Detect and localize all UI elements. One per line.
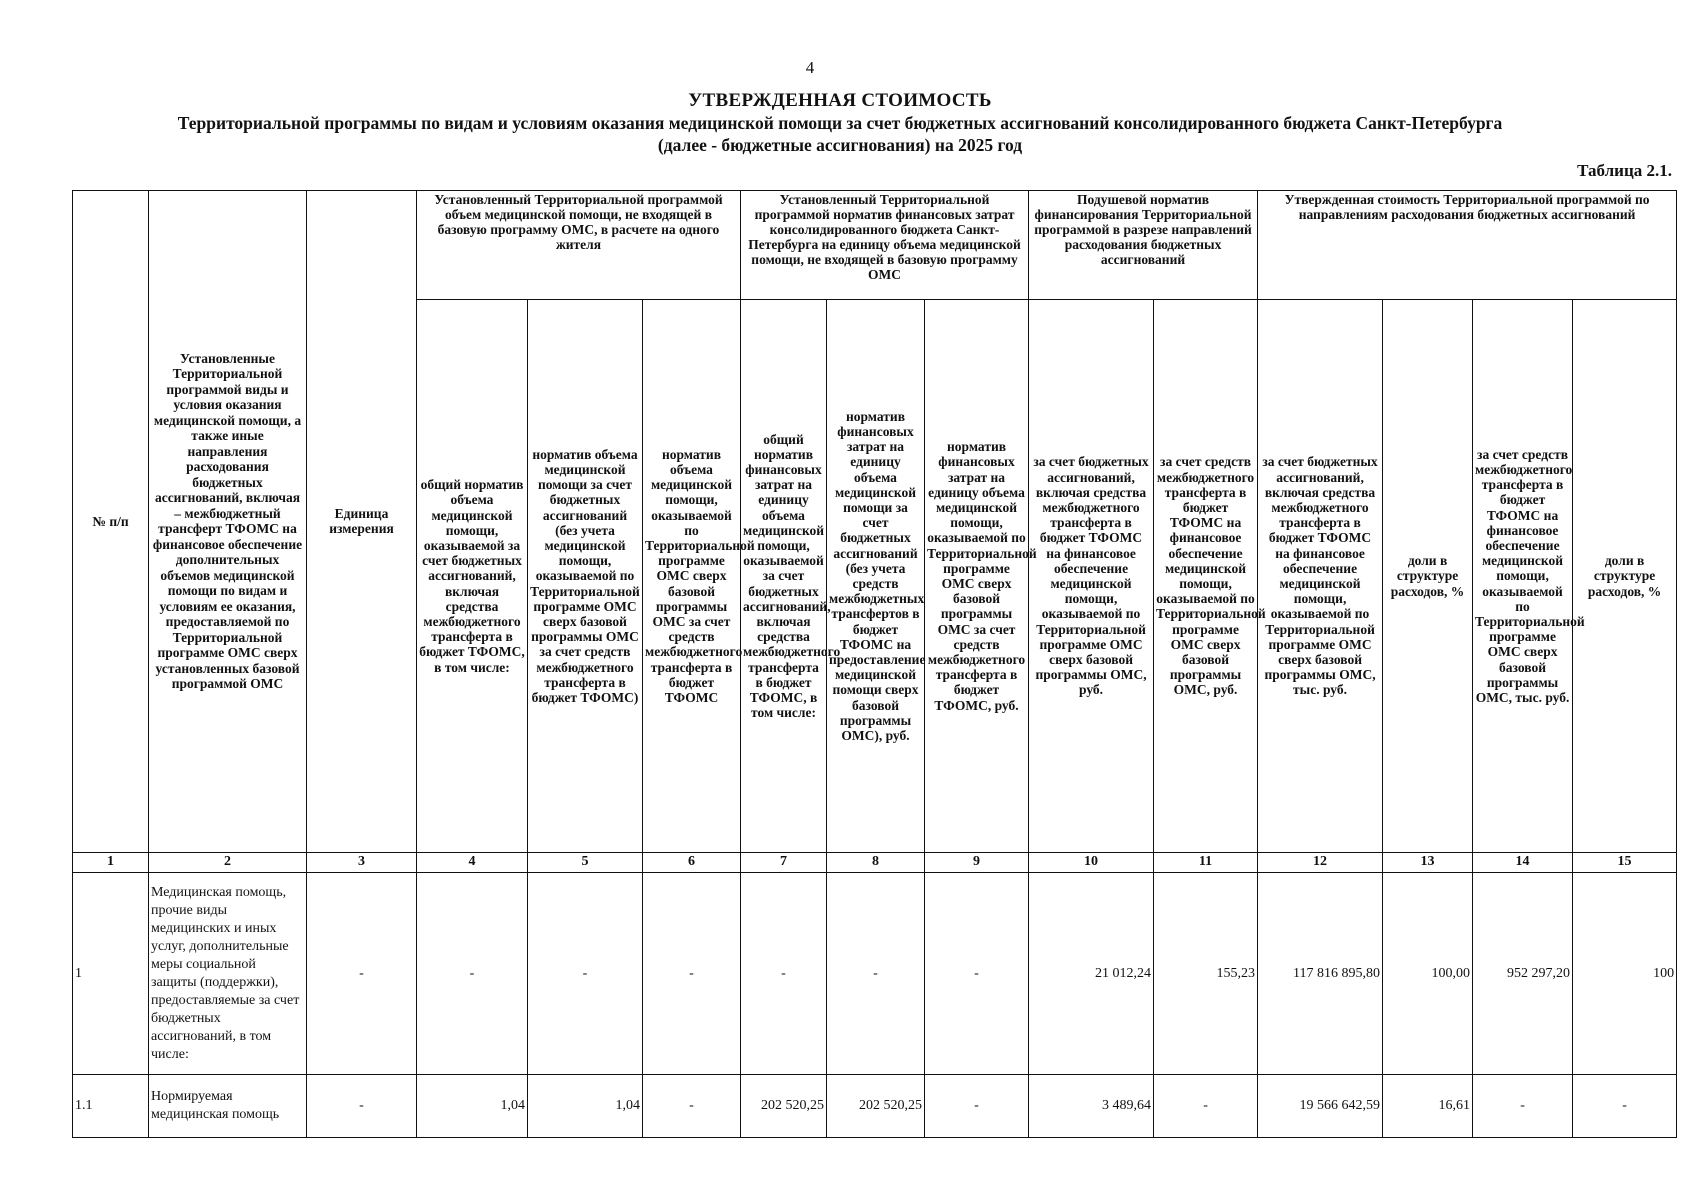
header-group-per-capita: Подушевой норматив финансирования Территориальной программой в разрезе направлений расходования бюджетных ассигнований <box>1029 191 1258 300</box>
header-col-12: за счет бюджетных ассигнований, включая средства межбюджетного трансферта в бюджет ТФОМС на финансовое обеспечение медицинской помощи, оказываемой по Территориальной программе ОМС сверх базовой программы ОМС, тыс. руб. <box>1258 300 1383 852</box>
header-col-14: за счет средств межбюджетного трансферта в бюджет ТФОМС на финансовое обеспечение медицинской помощи, оказываемой по Территориальной программе ОМС сверх базовой программы ОМС, тыс. руб. <box>1473 300 1573 852</box>
document-subtitle <box>60 112 1620 156</box>
cell-unit: - <box>307 872 417 1074</box>
column-number: 12 <box>1258 852 1383 872</box>
column-number-row <box>73 852 1677 872</box>
cell-col-13: 16,61 <box>1383 1075 1473 1138</box>
cell-col-9: - <box>925 872 1029 1074</box>
header-col-3: Единица измерения <box>307 191 417 853</box>
header-col-5: норматив объема медицинской помощи за счет бюджетных ассигнований (без учета медицинской помощи, оказываемой по Территориальной программе ОМС сверх базовой программы ОМС за счет средств межбюджетного трансферта в бюджет ТФОМС) <box>528 300 643 852</box>
column-number: 2 <box>149 852 307 872</box>
header-col-10: за счет бюджетных ассигнований, включая средства межбюджетного трансферта в бюджет ТФОМС на финансовое обеспечение медицинской помощи, оказываемой по Территориальной программе ОМС сверх базовой программы ОМС, руб. <box>1029 300 1154 852</box>
cell-col-14: - <box>1473 1075 1573 1138</box>
cost-table <box>72 190 1677 1138</box>
header-col-2: Установленные Территориальной программой виды и условия оказания медицинской помощи, а также иные направления расходования бюджетных ассигнований, включая – межбюджетный трансферт ТФОМС на финансовое обеспечение дополнительных объемов медицинской помощи по видам и условиям ее оказания, предоставляемой по Территориальной программе ОМС сверх установленных базовой программой ОМС <box>149 191 307 853</box>
cell-col-13: 100,00 <box>1383 872 1473 1074</box>
subtitle-line-2: (далее - бюджетные ассигнования) на 2025 год <box>657 135 1023 155</box>
cell-col-7: 202 520,25 <box>741 1075 827 1138</box>
cell-col-5: 1,04 <box>528 1075 643 1138</box>
header-col-6: норматив объема медицинской помощи, оказываемой по Территориальной программе ОМС сверх базовой программы ОМС за счет средств межбюджетного трансферта в бюджет ТФОМС <box>643 300 741 852</box>
column-number: 9 <box>925 852 1029 872</box>
header-col-1: № п/п <box>73 191 149 853</box>
header-col-7: общий норматив финансовых затрат на единицу объема медицинской помощи, оказываемой за счет бюджетных ассигнований, включая средства межбюджетного трансферта в бюджет ТФОМС, в том числе: <box>741 300 827 852</box>
cell-col-7: - <box>741 872 827 1074</box>
column-number: 3 <box>307 852 417 872</box>
column-number: 6 <box>643 852 741 872</box>
row-number: 1.1 <box>73 1075 149 1138</box>
cell-col-15: 100 <box>1573 872 1677 1074</box>
cell-col-8: 202 520,25 <box>827 1075 925 1138</box>
cell-col-14: 952 297,20 <box>1473 872 1573 1074</box>
column-number: 13 <box>1383 852 1473 872</box>
row-name: Медицинская помощь, прочие виды медицинских и иных услуг, дополнительные меры социальной защиты (поддержки), предоставляемые за счет бюджетных ассигнований, в том числе: <box>149 872 307 1074</box>
cell-col-12: 117 816 895,80 <box>1258 872 1383 1074</box>
table-row <box>73 1075 1677 1138</box>
header-col-4: общий норматив объема медицинской помощи, оказываемой за счет бюджетных ассигнований, включая средства межбюджетного трансферта в бюджет ТФОМС, в том числе: <box>417 300 528 852</box>
cell-col-15: - <box>1573 1075 1677 1138</box>
column-number: 14 <box>1473 852 1573 872</box>
table-row <box>73 872 1677 1074</box>
header-group-approved-cost: Утвержденная стоимость Территориальной программой по направлениям расходования бюджетных ассигнований <box>1258 191 1677 300</box>
cell-col-12: 19 566 642,59 <box>1258 1075 1383 1138</box>
column-number: 11 <box>1154 852 1258 872</box>
cell-col-6: - <box>643 872 741 1074</box>
cell-col-4: 1,04 <box>417 1075 528 1138</box>
column-number: 15 <box>1573 852 1677 872</box>
header-col-11: за счет средств межбюджетного трансферта в бюджет ТФОМС на финансовое обеспечение медицинской помощи, оказываемой по Территориальной программе ОМС сверх базовой программы ОМС, руб. <box>1154 300 1258 852</box>
row-number: 1 <box>73 872 149 1074</box>
header-col-9: норматив финансовых затрат на единицу объема медицинской помощи, оказываемой по Территориальной программе ОМС сверх базовой программы ОМС за счет средств межбюджетного трансферта в бюджет ТФОМС, руб. <box>925 300 1029 852</box>
cell-col-11: 155,23 <box>1154 872 1258 1074</box>
document-title: УТВЕРЖДЕННАЯ СТОИМОСТЬ <box>688 90 992 111</box>
column-number: 4 <box>417 852 528 872</box>
cell-unit: - <box>307 1075 417 1138</box>
header-col-8: норматив финансовых затрат на единицу объема медицинской помощи за счет бюджетных ассигнований (без учета средств межбюджетных трансфертов в бюджет ТФОМС на предоставление медицинской помощи сверх базовой программы ОМС), руб. <box>827 300 925 852</box>
row-name: Нормируемая медицинская помощь <box>149 1075 307 1138</box>
cell-col-8: - <box>827 872 925 1074</box>
cell-col-10: 3 489,64 <box>1029 1075 1154 1138</box>
column-number: 10 <box>1029 852 1154 872</box>
header-col-15: доли в структуре расходов, % <box>1573 300 1677 852</box>
column-number: 5 <box>528 852 643 872</box>
cell-col-4: - <box>417 872 528 1074</box>
column-number: 1 <box>73 852 149 872</box>
cell-col-5: - <box>528 872 643 1074</box>
header-group-volume: Установленный Территориальной программой объем медицинской помощи, не входящей в базовую программу ОМС, в расчете на одного жителя <box>417 191 741 300</box>
cell-col-6: - <box>643 1075 741 1138</box>
subtitle-line-1: Территориальной программы по видам и условиям оказания медицинской помощи за счет бюджетных ассигнований консолидированного бюджета Санкт-Петербурга <box>177 113 1503 133</box>
column-number: 7 <box>741 852 827 872</box>
header-col-13: доли в структуре расходов, % <box>1383 300 1473 852</box>
cell-col-11: - <box>1154 1075 1258 1138</box>
header-group-norm-costs: Установленный Территориальной программой норматив финансовых затрат консолидированного бюджета Санкт-Петербурга на единицу объема медицинской помощи, не входящей в базовую программу ОМС <box>741 191 1029 300</box>
cell-col-9: - <box>925 1075 1029 1138</box>
column-number: 8 <box>827 852 925 872</box>
page-number: 4 <box>805 58 815 77</box>
cell-col-10: 21 012,24 <box>1029 872 1154 1074</box>
table-label: Таблица 2.1. <box>1577 161 1672 180</box>
